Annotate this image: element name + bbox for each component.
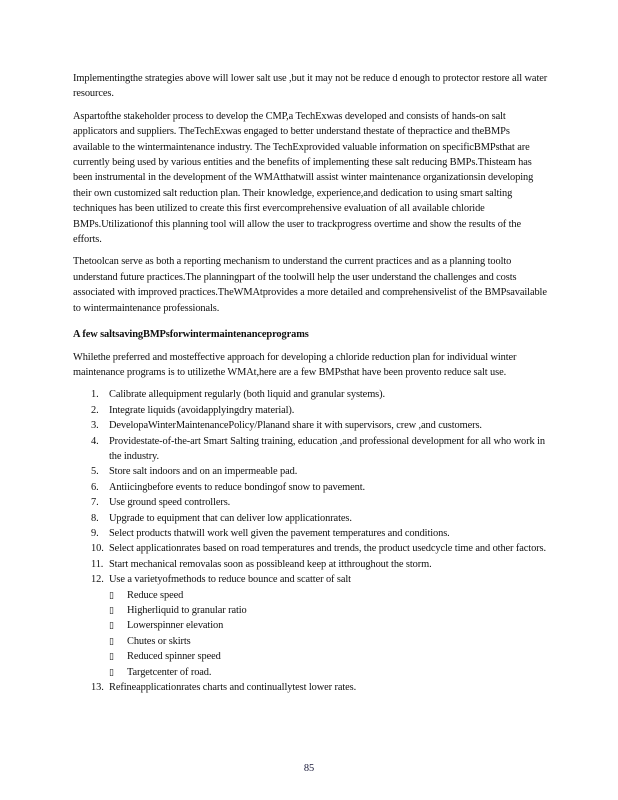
list-item-text: Start mechanical removalas soon as possibleand keep at itthroughout the storm.: [109, 558, 432, 570]
list-item: [73, 511, 548, 526]
sub-list-item: [109, 588, 548, 603]
list-item: [73, 495, 548, 510]
list-number: 12.: [91, 574, 104, 586]
list-item-text: Antiicingbefore events to reduce bondingof snow to pavement.: [109, 481, 366, 493]
sub-list-item: [109, 634, 548, 649]
list-item: [73, 464, 548, 479]
sub-list-item-text: Reduce speed: [127, 589, 184, 601]
sub-list-item: [109, 649, 548, 664]
list-item-text: Upgrade to equipment that can deliver low applicationrates.: [109, 512, 352, 524]
list-item: [73, 572, 548, 680]
sub-list-item: [109, 603, 548, 618]
list-item-text: Calibrate allequipment regularly (both liquid and granular systems).: [109, 389, 385, 401]
list-item-text: Select products thatwill work well given the pavement temperatures and conditions.: [109, 527, 450, 539]
bullet-icon: ▯: [109, 635, 114, 646]
sub-list-item-text: Lowerspinner elevation: [127, 620, 224, 632]
list-number: 3.: [91, 420, 99, 432]
section-heading: A few saltsavingBMPsforwintermaintenanceprograms: [73, 329, 309, 341]
list-number: 2.: [91, 404, 99, 416]
list-number: 11.: [91, 558, 104, 570]
bullet-icon: ▯: [109, 589, 114, 600]
list-item-text: Use a varietyofmethods to reduce bounce and scatter of salt: [109, 574, 351, 586]
sub-list-item-text: Reduced spinner speed: [127, 651, 221, 663]
list-item-text: Integrate liquids (avoidapplyingdry material).: [109, 404, 295, 416]
list-number: 8.: [91, 512, 99, 524]
list-number: 4.: [91, 435, 99, 447]
list-number: 5.: [91, 466, 99, 478]
bullet-icon: ▯: [109, 605, 114, 615]
list-item: [73, 434, 548, 465]
sub-list-item: [109, 618, 548, 633]
list-item: [73, 403, 548, 418]
list-item-text: Use ground speed controllers.: [109, 497, 231, 509]
paragraph-intro-1: Implementingthe strategies above will lower salt use ,but it may not be reduce d enough to protector restore all water resources.: [73, 73, 548, 100]
sub-list-item-text: Targetcenter of road.: [127, 666, 212, 678]
list-number: 7.: [91, 497, 99, 509]
paragraph-techex: Aspartofthe stakeholder process to develop the CMP,a TechExwas developed and consists of hands-on salt applicators and suppliers. TheTechExwas engaged to better understand thestate of thepractice and theBMPs available to the wintermaintenance industry. The TechExprovided valuable information on specificBMPsthat are currently being used by various entities and the benefits of implementing these salt reducing BMPs.Thisteam has been instrumental in the development of the WMAtthatwill assist winter maintenance organizationsin developing their own customized salt reduction plan. Their knowledge, experience,and dedication to using smart salting techniques has been utilized to create this first evercomprehensive evaluation of all available chloride BMPs.Utilizationof this planning tool will allow the user to trackprogress overtime and show the results of the efforts.: [73, 110, 534, 246]
bullet-icon: ▯: [109, 666, 114, 677]
list-number: 9.: [91, 527, 99, 539]
bullet-icon: ▯: [109, 620, 114, 631]
list-item-text: Refineapplicationrates charts and continuallytest lower rates.: [109, 682, 357, 694]
list-item: [73, 387, 548, 402]
list-item: [73, 541, 548, 556]
list-item: [73, 526, 548, 541]
sub-list-item: [109, 665, 548, 680]
list-item: [73, 557, 548, 572]
list-item: [73, 680, 548, 695]
list-number: 1.: [91, 389, 99, 401]
list-number: 6.: [91, 481, 99, 493]
sub-list-item-text: Chutes or skirts: [127, 635, 191, 647]
bullet-icon: ▯: [109, 651, 114, 662]
list-item: [73, 418, 548, 433]
list-number: 13.: [91, 682, 104, 694]
list-item: [73, 480, 548, 495]
list-item-text: Providestate-of-the-art Smart Salting training, education ,and professional development for all who work in the industry.: [109, 435, 545, 462]
list-item-text: DevelopaWinterMaintenancePolicy/Planand share it with supervisors, crew ,and customers.: [109, 420, 482, 432]
paragraph-tool: Thetoolcan serve as both a reporting mechanism to understand the current practices and as a planning toolto understand future practices.The planningpart of the toolwill help the user understand the challenges and costs associated with improved practices.TheWMAtprovides a more detailed and comprehensivelist of the BMPsavailable to wintermaintenance professionals.: [73, 256, 547, 314]
sub-list-item-text: Higherliquid to granular ratio: [127, 605, 247, 616]
sub-list: [109, 588, 548, 680]
list-item-text: Store salt indoors and on an impermeable pad.: [109, 466, 298, 478]
list-number: 10.: [91, 543, 104, 555]
bmp-list: [73, 387, 548, 695]
document-page: [73, 71, 548, 695]
section-intro: Whilethe preferred and mosteffective approach for developing a chloride reduction plan for individual winter maintenance programs is to utilizethe WMAt,here are a few BMPsthat have been provento reduce salt use.: [73, 351, 517, 378]
page-number: 85: [303, 763, 315, 774]
list-item-text: Select applicationrates based on road temperatures and trends, the product usedcycle time and other factors.: [109, 543, 546, 555]
